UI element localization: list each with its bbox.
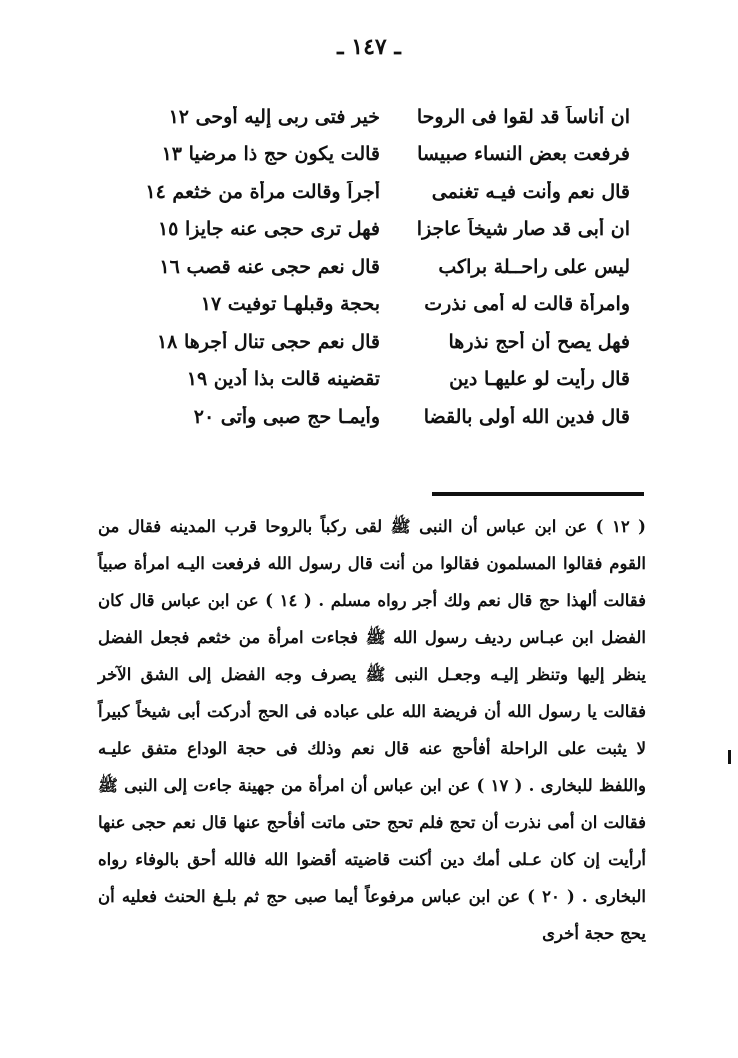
footnote-separator-rule [432,492,644,496]
poem-line [140,211,630,249]
poem-hemistich-first: فهل يصح أن أحج نذرها [448,330,630,353]
poem [140,98,630,436]
page-number: ـ ١٤٧ ـ [337,34,401,60]
poem-line [140,136,630,174]
poem-line [140,98,630,136]
poem-hemistich-first: ان أبى قد صار شيخاً عاجزا [416,218,630,241]
poem-hemistich-second: بحجة وقبلهـا توفيت ١٧ [200,293,380,316]
footnotes-text: ( ١٢ ) عن ابن عباس أن النبى ﷺ لقى ركباً بالروحا قرب المدينه فقال من القوم فقالوا المسلمون فقالوا من أنت قال رسول الله فرفعت اليـه امرأة صبياً فقالت ألهذا حج قال نعم ولك أجر رواه مسلم . ( ١٤ ) عن ابن عباس قال كان الفضل ابن عبـاس رديف رسول الله ﷺ فجاءت امرأة من خثعم فجعل الفضل ينظر إليها وتنظر إليـه وجعـل النبى ﷺ يصرف وجه الفضل إلى الشق الآخر فقالت يا رسول الله أن فريضة الله على عباده فى الحج أدركت أبى شيخاً كبيراً لا يثبت على الراحلة أفأحج عنه قال نعم وذلك فى حجة الوداع متفق عليـه واللفظ للبخارى . ( ١٧ ) عن ابن عباس أن امرأة من جهينة جاءت إلى النبى ﷺ فقالت ان أمى نذرت أن تحج فلم تحج حتى ماتت أفأحج عنها قال نعم حجى عنها أرأيت إن كان عـلى أمك دين أكنت قاضيته أقضوا الله فالله أحق بالوفاء رواه البخارى . ( ٢٠ ) عن ابن عباس مرفوعاً أيما صبى حج ثم بلـغ الحنث فعليه أن يحج حجة أخرى [98,517,647,943]
poem-hemistich-second: أجراً وقالت مرأة من خثعم ١٤ [145,180,380,203]
poem-hemistich-first: ليس على راحــلة براكب [438,255,630,278]
poem-hemistich-second: وأيمـا حج صبى وأتى ٢٠ [193,405,380,428]
margin-mark [728,750,731,764]
poem-hemistich-second: قال نعم حجى تنال أجرها ١٨ [156,330,380,353]
poem-line [140,248,630,286]
poem-hemistich-second: خير فتى ربى إليه أوحى ١٢ [168,105,380,128]
poem-hemistich-first: قال فدين الله أولى بالقضا [423,405,630,428]
poem-hemistich-first: قال رأيت لو عليهـا دين [449,368,630,391]
poem-line [140,173,630,211]
poem-line [140,286,630,324]
poem-hemistich-first: قال نعم وأنت فيـه تغنمى [431,180,630,203]
poem-line [140,361,630,399]
poem-line [140,323,630,361]
poem-hemistich-first: ان أناساً قد لقوا فى الروحا [416,105,630,128]
poem-hemistich-second: تقضينه قالت بذا أدين ١٩ [186,368,380,391]
footnotes [98,508,646,952]
poem-line [140,398,630,436]
poem-hemistich-second: فهل ترى حجى عنه جايزا ١٥ [157,218,380,241]
poem-hemistich-first: فرفعت بعض النساء صبيسا [417,143,630,166]
poem-hemistich-second: قالت يكون حج ذا مرضيا ١٣ [161,143,380,166]
poem-hemistich-first: وامرأة قالت له أمى نذرت [424,293,630,316]
poem-hemistich-second: قال نعم حجى عنه قصب ١٦ [159,255,380,278]
